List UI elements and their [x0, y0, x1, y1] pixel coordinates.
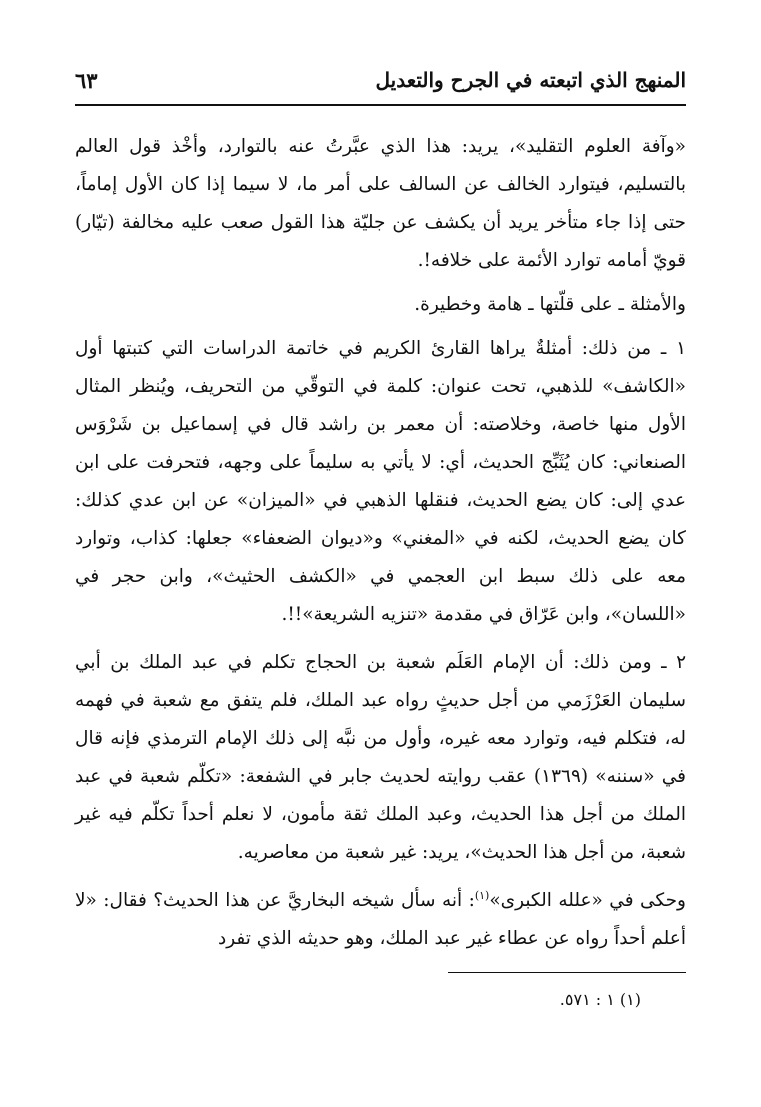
- page-number: ٦٣: [75, 68, 98, 93]
- running-title: المنهج الذي اتبعته في الجرح والتعديل: [375, 68, 686, 92]
- footnote-marker: (١): [474, 888, 490, 902]
- footnote: (١) ١ : ٥٧١.: [559, 990, 641, 1009]
- header-rule: [75, 104, 686, 106]
- running-header: [75, 62, 686, 102]
- body-text: [75, 128, 686, 958]
- paragraph-text: : أنه سأل شيخه البخاريَّ عن هذا الحديث؟ فقال: «لا أعلم أحداً رواه عن عطاء غير عبد الملك، وهو حديثه الذي تفرد: [75, 890, 686, 949]
- paragraph: والأمثلة ـ على قلّتها ـ هامة وخطيرة.: [414, 294, 686, 315]
- paragraph: ١ ـ من ذلك: أمثلةٌ يراها القارئ الكريم في خاتمة الدراسات التي كتبتها أول «الكاشف» للذهبي، تحت عنوان: كلمة في التوقّي من التحريف، ويُنظر المثال الأول منها خاصة، وخلاصته: أن معمر بن راشد قال في إسماعيل بن شَرْوَس الصنعاني: كان يُثَبِّج الحديث، أي: لا يأتي به سليماً على وجهه، فتحرفت على ابن عدي إلى: كان يضع الحديث، فنقلها الذهبي في «الميزان» عن ابن عدي كذلك: كان يضع الحديث، لكنه في «المغني» و«ديوان الضعفاء» جعلها: كذاب، وتوارد معه على ذلك سبط ابن العجمي في «الكشف الحثيث»، وابن حجر في «اللسان»، وابن عَرّاق في مقدمة «تنزيه الشريعة»!!.: [75, 338, 686, 625]
- footnote-rule: [448, 972, 686, 973]
- paragraph: [75, 882, 686, 958]
- paragraph-text: وحكى في «علله الكبرى»: [489, 890, 686, 911]
- paragraph: ٢ ـ ومن ذلك: أن الإمام العَلَم شعبة بن الحجاج تكلم في عبد الملك بن أبي سليمان العَرْزَمي من أجل حديثٍ رواه عبد الملك، فلم يتفق مع شعبة في فهمه له، فتكلم فيه، وتوارد معه غيره، وأول من نبَّه إلى ذلك الإمام الترمذي فإنه قال في «سننه» (١٣٦٩) عقب روايته لحديث جابر في الشفعة: «تكلّم شعبة في عبد الملك من أجل هذا الحديث، وعبد الملك ثقة مأمون، لا نعلم أحداً تكلّم فيه غير شعبة، من أجل هذا الحديث»، يريد: غير شعبة من معاصريه.: [75, 652, 687, 863]
- paragraph: «وآفة العلوم التقليد»، يريد: هذا الذي عبَّرتُ عنه بالتوارد، وأخْذ قول العالم بالتسليم، فيتوارد الخالف عن السالف على أمر ما، لا سيما إذا كان الأول إماماً، حتى إذا جاء متأخر يريد أن يكشف عن جليّة هذا القول صعب عليه مخالفة (تيّار) قويّ أمامه توارد الأئمة على خلافه!.: [75, 136, 686, 271]
